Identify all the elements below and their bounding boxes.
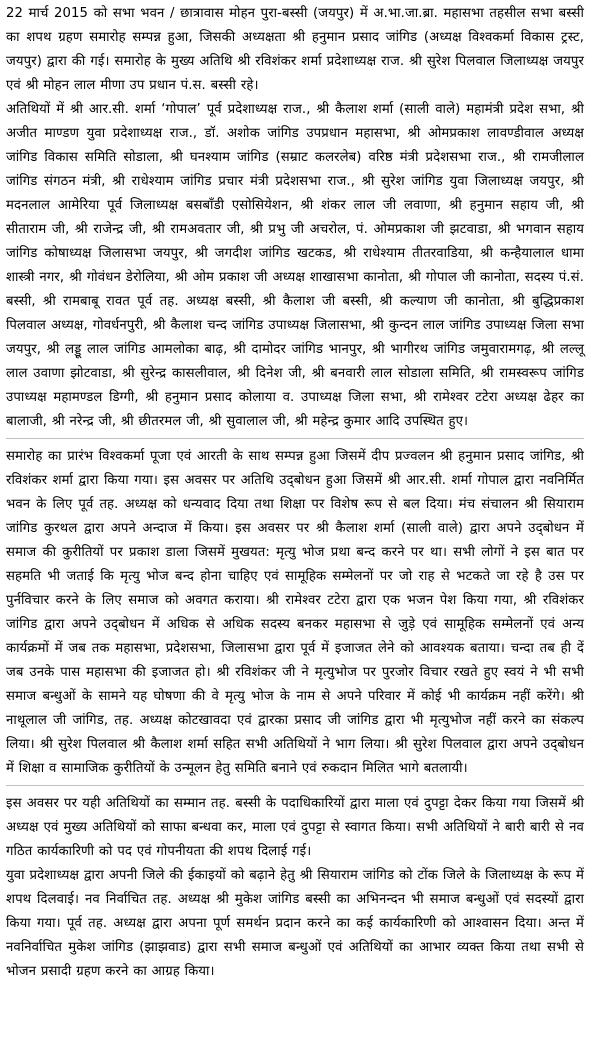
paragraph-closing: युवा प्रदेशाध्यक्ष द्वारा अपनी जिले की ईकाइयों को बढ़ाने हेतु श्री सियाराम जांगिड को टोंक जिले के जिलाध्यक्ष के रूप में शपथ दिलवाई। नव निर्वाचित तह. अध्यक्ष श्री मुकेश जांगिड बस्सी का अभिनन्दन भी समाज बन्धुओं एवं सदस्यों द्वारा किया गया। पूर्व तह. अध्यक्ष द्वारा अपना पूर्ण समर्थन प्रदान करने का कई कार्यकारिणी को आश्वासन दिया। अन्त में नवनिर्वाचित मुकेश जांगिड (झाझवाड) द्वारा सभी समाज बन्धुओं एवं अतिथियों का आभार व्यक्त किया तथा सभी से भोजन प्रसादी ग्रहण करने का आग्रह किया। <box>6 868 584 979</box>
paragraph-intro: 22 मार्च 2015 को सभा भवन / छात्रावास मोहन पुरा-बस्सी (जयपुर) में अ.भा.जा.ब्रा. महासभा तहसील सभा बस्सी का शपथ ग्रहण समारोह सम्पन्न हुआ, जिसकी अध्यक्षता श्री हनुमान प्रसाद जांगिड (अध्यक्ष विश्वकर्मा विकास ट्रस्ट, जयपुर) द्वारा की गई। समारोह के मुख्य अतिथि श्री रविशंकर शर्मा प्रदेशाध्यक्ष राज. श्री सुरेश पिलवाल जिलाध्यक्ष जयपुर एवं श्री मोहन लाल मीणा उप प्रधान पं.स. बस्सी रहे। <box>6 6 584 93</box>
paragraph-ceremony: समारोह का प्रारंभ विश्वकर्मा पूजा एवं आरती के साथ सम्पन्न हुआ जिसमें दीप प्रज्वलन श्री हनुमान प्रसाद जांगिड, श्री रविशंकर शर्मा द्वारा किया गया। इस अवसर पर अतिथि उद्‌बोधन हुआ जिसमें श्री आर.सी. शर्मा गोपाल द्वारा नवनिर्मित भवन के लिए पूर्व तह. अध्यक्ष को धन्यवाद दिया तथा शिक्षा पर विशेष रूप से बल दिया। मंच संचालन श्री सियाराम जांगिड कुरथल द्वारा अपने अन्दाज में किया। इस अवसर पर श्री कैलाश शर्मा (साली वाले) द्वारा अपने उद्‌बोधन में समाज की कुरीतियों पर प्रकाश डाला जिसमें मुखयत: मृत्यु भोज प्रथा बन्द करने पर था। सभी लोगों ने इस बात पर सहमति भी जताई कि मृत्यु भोज बन्द होना चाहिए एवं सामूहिक सम्मेलनों पर जो राह से भटकते जा रहे है उस पर पुर्नविचार करने के लिए समाज को अवगत कराया। श्री रामेश्वर टटेरा द्वारा एक भजन पेश किया गया, श्री रविशंकर जांगिड द्वारा अपने उद्‌बोधन में अधिक से अधिक सदस्य बनकर महासभा से जुड़े एवं सामूहिक सम्मेलनों एवं अन्य कार्यक्रमों में जब तक महासभा, प्रदेशसभा, जिलासभा द्वारा पूर्व में इजाजत लेने को आवश्यक बताया। चन्दा तब ही दें जब उनके पास महासभा की इजाजत हो। श्री रविशंकर जी ने मृत्युभोज पर पुरजोर विचार रखते हुए स्वयं ने भी सभी समाज बन्धुओं के सामने यह घोषणा की वे मृत्यु भोज के नाम से अपने परिवार में कोई भी कार्यक्रम नहीं करेंगे। श्री नाथूलाल जी जांगिड, तह. अध्यक्ष कोटखावदा एवं द्वारका प्रसाद जी जांगिड द्वारा भी मृत्युभोज नहीं करने का संकल्प लिया। श्री सुरेश पिलवाल श्री कैलाश शर्मा सहित सभी अतिथियों ने भाग लिया। श्री सुरेश पिलवाल द्वारा अपने उद्‌बोधन में शिक्षा व सामाजिक कुरीतियों के उन्मूलन हेतु समिति बनाने एवं रुकदान मिलित भागे बतलायी। <box>6 449 584 776</box>
paragraph-guests: अतिथियों में श्री आर.सी. शर्मा ‘गोपाल’ पूर्व प्रदेशाध्यक्ष राज., श्री कैलाश शर्मा (साली वाले) महामंत्री प्रदेश सभा, श्री अजीत माण्डण युवा प्रदेशाध्यक्ष राज., डॉ. अशोक जांगिड उपप्रधान महासभा, श्री ओमप्रकाश लावण्डीवाल अध्यक्ष जांगिड विकास समिति सोडाला, श्री घनश्याम जांगिड (सम्राट कलरलेब) वरिष्ठ मंत्री प्रदेशसभा राज., श्री रामजीलाल जांगिड संगठन मंत्री, श्री राधेश्याम जांगिड प्रचार मंत्री प्रदेशसभा राज., श्री सुरेश जांगिड युवा जिलाध्यक्ष जयपुर, श्री मदनलाल आमेरिया पूर्व जिलाध्यक्ष बसबाँडी एसोसियेशन, श्री शंकर लाल जी लवाणा, श्री हनुमान सहाय जी, श्री सीताराम जी, श्री राजेन्द्र जी, श्री रामअवतार जी, श्री प्रभु जी अचरोल, पं. ओमप्रकाश जी झटवाडा, श्री भगवान सहाय जांगिड कोषाध्यक्ष जिलासभा जयपुर, श्री जगदीश जांगिड खटकड, श्री राधेश्याम तीतरवाडिया, श्री कन्हैयालाल धामा शास्त्री नगर, श्री गोवंधन डेरोलिया, श्री ओम प्रकाश जी अध्यक्ष शाखासभा कानोता, श्री गोपाल जी कानोता, सदस्य पं.सं. बस्सी, श्री रामबाबू रावत पूर्व तह. अध्यक्ष बस्सी, श्री कैलाश जी बस्सी, श्री कल्याण जी कानोता, श्री बुद्धिप्रकाश पिलवाल अध्यक्ष, गोवर्धनपुरी, श्री कैलाश चन्द जांगिड उपाध्यक्ष जिलासभा, श्री कुन्दन लाल जांगिड उपाध्यक्ष जिला सभा जयपुर, श्री लड्डू लाल जांगिड आमलोका बाढ़, श्री दामोदर जांगिड भानपुर, श्री भागीरथ जांगिड जमुवारामगढ़, श्री लल्लू लाल उवाणा झोटवाडा, श्री सुरेन्द्र कासलीवाल, श्री दिनेश जी, श्री बनवारी लाल सोडाला समिति, श्री रामस्वरूप जांगिड उपाध्यक्ष महामण्डल डिग्गी, श्री हनुमान प्रसाद कोलाया व. उपाध्यक्ष जिला सभा, श्री रामेश्वर टटेरा अध्यक्ष ढेहर का बालाजी, श्री नरेन्द्र जी, श्री छीतरमल जी, श्री सुवालाल जी, श्री महेन्द्र कुमार आदि उपस्थित हुए। <box>6 102 584 429</box>
section-divider <box>6 785 584 786</box>
section-divider <box>6 438 584 439</box>
paragraph-honour: इस अवसर पर यही अतिथियों का सम्मान तह. बस्सी के पदाधिकारियों द्वारा माला एवं दुपट्टा देकर किया गया जिसमें श्री अध्यक्ष एवं मुख्य अतिथियों को साफा बन्धवा कर, माला एवं दुपट्टा से स्वागत किया। सभी अतिथियों ने बारी बारी से नव गठित कार्यकारिणी को पद एवं गोपनीयता की शपथ दिलाई गई। <box>6 796 584 859</box>
article-body <box>6 2 584 984</box>
